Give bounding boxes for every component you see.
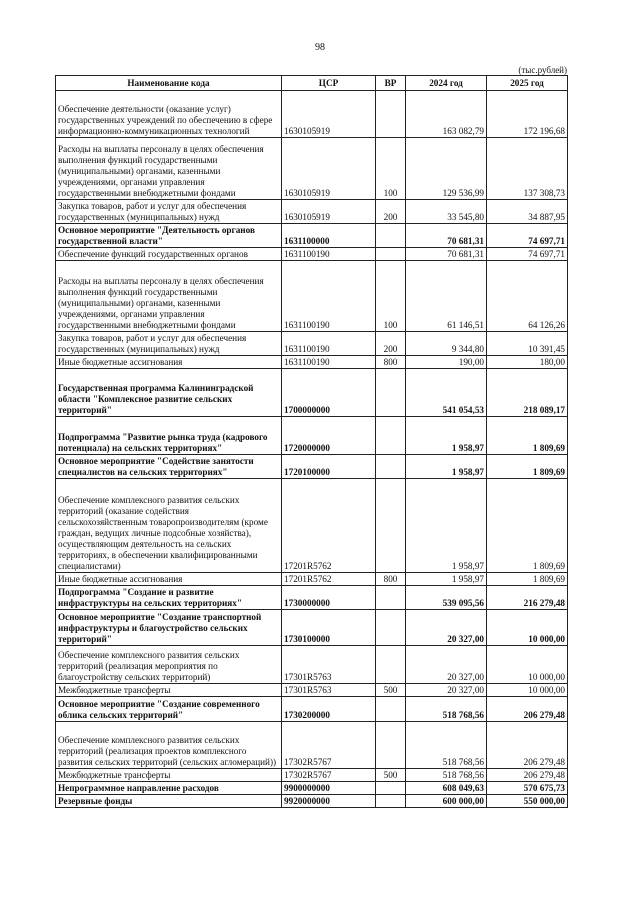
cell-2024: 190,00 [406,356,487,369]
cell-2025: 216 279,48 [487,586,568,610]
cell-2025: 206 279,48 [487,769,568,782]
table-row [56,91,568,138]
table-row [56,684,568,697]
page-number: 98 [315,42,325,53]
cell-vr [376,417,406,455]
cell-vr [376,91,406,138]
table-row [56,224,568,248]
cell-name: Подпрограмма "Создание и развитие инфраструктуры на сельских территориях" [56,586,282,610]
cell-vr [376,795,406,808]
cell-csr: 1631100000 [282,224,376,248]
cell-vr: 200 [376,200,406,224]
cell-csr: 1720000000 [282,417,376,455]
table-row [56,200,568,224]
cell-2025: 10 000,00 [487,684,568,697]
cell-csr: 17302R5767 [282,769,376,782]
cell-name: Подпрограмма "Развитие рынка труда (кадрового потенциала) на сельских территориях" [56,417,282,455]
table-row [56,573,568,586]
cell-csr: 17302R5767 [282,722,376,769]
cell-name: Основное мероприятие "Содействие занятости специалистов на сельских территориях" [56,455,282,479]
cell-csr: 17301R5763 [282,684,376,697]
cell-vr: 500 [376,684,406,697]
cell-2025: 1 809,69 [487,479,568,573]
cell-2024: 1 958,97 [406,417,487,455]
cell-2024: 129 536,99 [406,138,487,200]
cell-2024: 20 327,00 [406,646,487,684]
table-row [56,479,568,573]
cell-2025: 206 279,48 [487,722,568,769]
cell-2024: 70 681,31 [406,248,487,261]
cell-2025: 10 000,00 [487,610,568,646]
cell-csr: 17201R5762 [282,573,376,586]
cell-vr [376,697,406,722]
cell-name: Обеспечение комплексного развития сельских территорий (реализация мероприятия по благоустройству сельских территорий) [56,646,282,684]
cell-2025: 64 126,26 [487,261,568,332]
table-row [56,417,568,455]
cell-name: Межбюджетные трансферты [56,769,282,782]
table-row [56,138,568,200]
cell-name: Основное мероприятие "Создание транспортной инфраструктуры и благоустройство сельских территорий" [56,610,282,646]
cell-name: Непрограммное направление расходов [56,782,282,795]
cell-vr [376,610,406,646]
cell-2024: 1 958,97 [406,479,487,573]
cell-vr [376,722,406,769]
cell-vr [376,248,406,261]
cell-2024: 518 768,56 [406,769,487,782]
cell-2025: 180,00 [487,356,568,369]
cell-2025: 74 697,71 [487,224,568,248]
cell-2024: 1 958,97 [406,455,487,479]
cell-2025: 34 887,95 [487,200,568,224]
cell-2024: 9 344,80 [406,332,487,356]
header-2024: 2024 год [406,76,487,91]
cell-csr: 17301R5763 [282,646,376,684]
cell-vr [376,455,406,479]
cell-2025: 218 089,17 [487,369,568,417]
cell-csr: 1720100000 [282,455,376,479]
cell-csr: 1730000000 [282,586,376,610]
cell-vr: 100 [376,138,406,200]
cell-2024: 518 768,56 [406,722,487,769]
budget-table [55,75,568,808]
table-row [56,261,568,332]
cell-vr [376,782,406,795]
cell-name: Расходы на выплаты персоналу в целях обеспечения выполнения функций государственными (муниципальными) органами, казенными учреждениями, органами управления государственными внебюджетными фондами [56,261,282,332]
cell-2024: 163 082,79 [406,91,487,138]
table-row [56,795,568,808]
table-row [56,356,568,369]
cell-csr: 17201R5762 [282,479,376,573]
table-row [56,610,568,646]
table-row [56,369,568,417]
cell-2025: 550 000,00 [487,795,568,808]
cell-vr: 800 [376,356,406,369]
cell-vr: 500 [376,769,406,782]
cell-2025: 1 809,69 [487,417,568,455]
cell-name: Основное мероприятие "Деятельность органов государственной власти" [56,224,282,248]
table-row [56,586,568,610]
cell-name: Обеспечение комплексного развития сельских территорий (оказание содействия сельскохозяйственным товаропроизводителям (кроме граждан, ведущих личные подсобные хозяйства), осуществляющим деятельность на сельских территориях, в обеспечении квалифицированными специалистами) [56,479,282,573]
cell-name: Иные бюджетные ассигнования [56,356,282,369]
cell-name: Резервные фонды [56,795,282,808]
header-vr: ВР [376,76,406,91]
cell-name: Государственная программа Калининградской области "Комплексное развитие сельских территорий" [56,369,282,417]
cell-name: Обеспечение функций государственных органов [56,248,282,261]
cell-2024: 600 000,00 [406,795,487,808]
cell-2025: 206 279,48 [487,697,568,722]
table-row [56,455,568,479]
table-row [56,782,568,795]
cell-csr: 1730200000 [282,697,376,722]
cell-name: Обеспечение деятельности (оказание услуг) государственных учреждений по обеспечению в сфере информационно-коммуникационных технологий [56,91,282,138]
cell-csr: 1631100190 [282,261,376,332]
cell-csr: 1700000000 [282,369,376,417]
cell-2024: 33 545,80 [406,200,487,224]
units-label: (тыс.рублей) [518,65,567,75]
cell-2025: 570 675,73 [487,782,568,795]
cell-csr: 1631100190 [282,332,376,356]
cell-2025: 1 809,69 [487,573,568,586]
cell-2024: 539 095,56 [406,586,487,610]
table-row [56,769,568,782]
cell-2024: 1 958,97 [406,573,487,586]
cell-2024: 70 681,31 [406,224,487,248]
cell-csr: 1631100190 [282,356,376,369]
table-body [56,91,568,808]
cell-2025: 74 697,71 [487,248,568,261]
header-name: Наименование кода [56,76,282,91]
table-row [56,332,568,356]
header-2025: 2025 год [487,76,568,91]
cell-2024: 61 146,51 [406,261,487,332]
cell-name: Расходы на выплаты персоналу в целях обеспечения выполнения функций государственными (муниципальными) органами, казенными учреждениями, органами управления государственными внебюджетными фондами [56,138,282,200]
cell-vr [376,646,406,684]
cell-2025: 1 809,69 [487,455,568,479]
cell-vr: 100 [376,261,406,332]
cell-vr [376,369,406,417]
cell-vr: 200 [376,332,406,356]
cell-vr [376,586,406,610]
cell-csr: 1630105919 [282,91,376,138]
cell-csr: 1730100000 [282,610,376,646]
cell-2025: 10 391,45 [487,332,568,356]
table-header-row [56,76,568,91]
cell-vr [376,479,406,573]
cell-csr: 9920000000 [282,795,376,808]
cell-name: Закупка товаров, работ и услуг для обеспечения государственных (муниципальных) нужд [56,200,282,224]
cell-2024: 20 327,00 [406,684,487,697]
cell-name: Закупка товаров, работ и услуг для обеспечения государственных (муниципальных) нужд [56,332,282,356]
cell-name: Основное мероприятие "Создание современного облика сельских территорий" [56,697,282,722]
cell-2024: 20 327,00 [406,610,487,646]
cell-vr: 800 [376,573,406,586]
header-csr: ЦСР [282,76,376,91]
cell-2025: 172 196,68 [487,91,568,138]
cell-2025: 137 308,73 [487,138,568,200]
cell-csr: 1631100190 [282,248,376,261]
table-row [56,697,568,722]
table-row [56,646,568,684]
table-row [56,722,568,769]
cell-vr [376,224,406,248]
cell-2025: 10 000,00 [487,646,568,684]
table-row [56,248,568,261]
cell-2024: 608 049,63 [406,782,487,795]
cell-name: Межбюджетные трансферты [56,684,282,697]
cell-2024: 518 768,56 [406,697,487,722]
cell-csr: 9900000000 [282,782,376,795]
cell-csr: 1630105919 [282,138,376,200]
cell-name: Иные бюджетные ассигнования [56,573,282,586]
cell-2024: 541 054,53 [406,369,487,417]
cell-csr: 1630105919 [282,200,376,224]
cell-name: Обеспечение комплексного развития сельских территорий (реализация проектов комплексного развития сельских территорий (сельских агломераций)) [56,722,282,769]
